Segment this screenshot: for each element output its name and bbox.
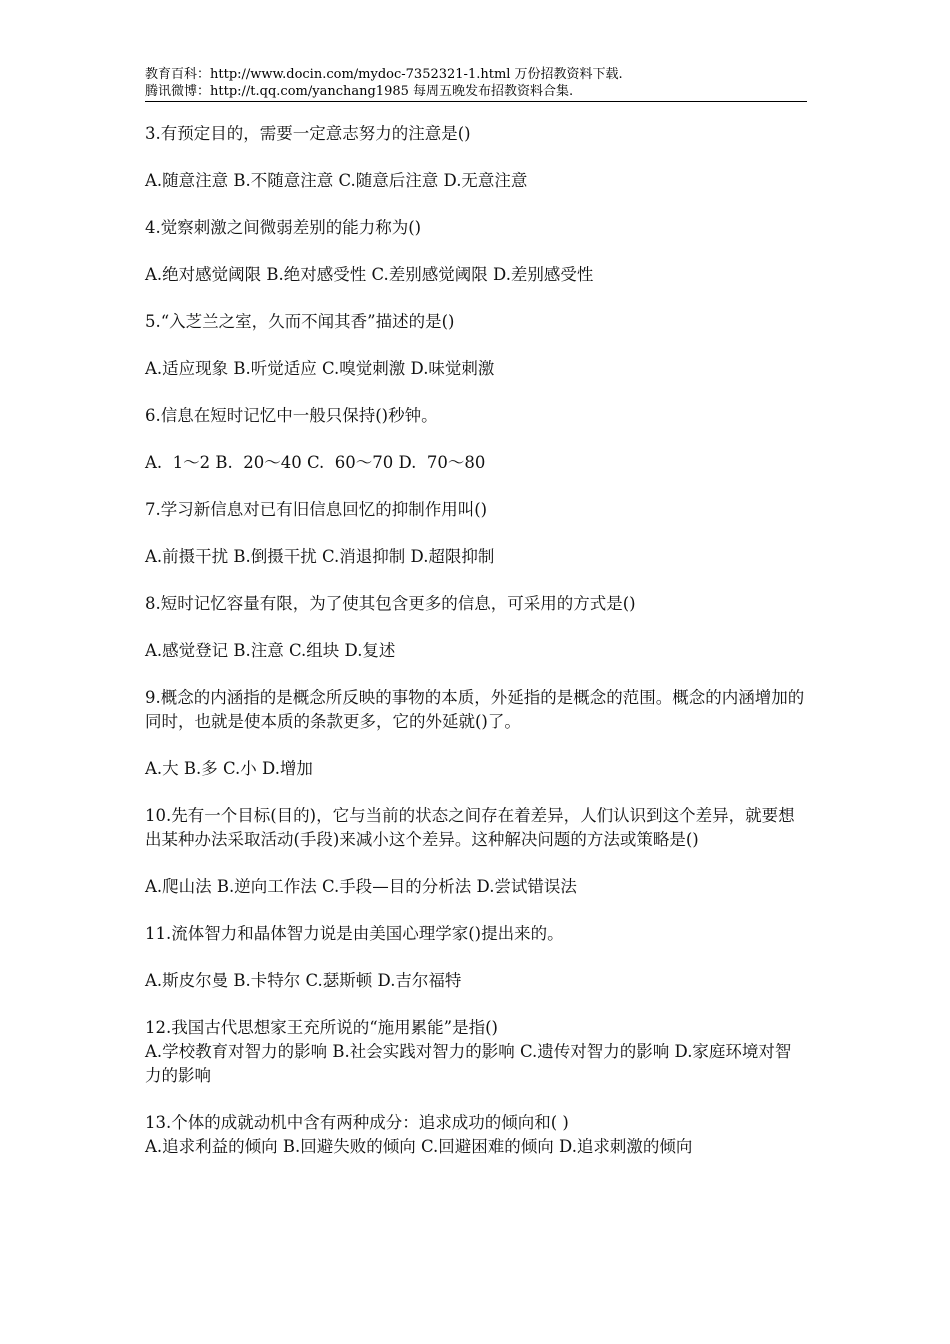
q9-options: A.大 B.多 C.小 D.增加 [145, 759, 313, 778]
q10-options: A.爬山法 B.逆向工作法 C.手段—目的分析法 D.尝试错误法 [145, 877, 577, 896]
q5-options: A.适应现象 B.听觉适应 C.嗅觉刺激 D.味觉刺激 [145, 359, 495, 378]
q6-options: A. 1～2 B. 20～40 C. 60～70 D. 70～80 [145, 453, 486, 472]
q12-options: A.学校教育对智力的影响 B.社会实践对智力的影响 C.遗传对智力的影响 D.家庭环境对智力的影响 [145, 1042, 792, 1085]
page-header [145, 66, 807, 102]
q12-stem: 12.我国古代思想家王充所说的“施用累能”是指() [145, 1018, 498, 1037]
header-line-1: 教育百科：http://www.docin.com/mydoc-7352321-1.html 万份招教资料下载. [145, 67, 623, 82]
q13-stem: 13.个体的成就动机中含有两种成分：追求成功的倾向和( ) [145, 1113, 569, 1132]
q4-stem: 4.觉察刺激之间微弱差别的能力称为() [145, 218, 422, 237]
q11-options: A.斯皮尔曼 B.卡特尔 C.瑟斯顿 D.吉尔福特 [145, 971, 462, 990]
q8-stem: 8.短时记忆容量有限，为了使其包含更多的信息，可采用的方式是() [145, 594, 636, 613]
q5-stem: 5.“入芝兰之室，久而不闻其香”描述的是() [145, 312, 455, 331]
q10-stem: 10.先有一个目标(目的)，它与当前的状态之间存在着差异，人们认识到这个差异，就要想出某种办法采取活动(手段)来减小这个差异。这种解决问题的方法或策略是() [145, 806, 795, 849]
q3-options: A.随意注意 B.不随意注意 C.随意后注意 D.无意注意 [145, 171, 528, 190]
q8-options: A.感觉登记 B.注意 C.组块 D.复述 [145, 641, 396, 660]
q6-stem: 6.信息在短时记忆中一般只保持()秒钟。 [145, 406, 438, 425]
q9-stem: 9.概念的内涵指的是概念所反映的事物的本质，外延指的是概念的范围。概念的内涵增加的同时，也就是使本质的条款更多，它的外延就()了。 [145, 688, 805, 731]
q13-options: A.追求利益的倾向 B.回避失败的倾向 C.回避困难的倾向 D.追求刺激的倾向 [145, 1137, 693, 1156]
q11-stem: 11.流体智力和晶体智力说是由美国心理学家()提出来的。 [145, 924, 564, 943]
q7-options: A.前摄干扰 B.倒摄干扰 C.消退抑制 D.超限抑制 [145, 547, 495, 566]
q4-options: A.绝对感觉阈限 B.绝对感受性 C.差别感觉阈限 D.差别感受性 [145, 265, 594, 284]
q3-stem: 3.有预定目的，需要一定意志努力的注意是() [145, 124, 471, 143]
question-list [145, 122, 807, 1159]
header-line-2: 腾讯微博：http://t.qq.com/yanchang1985 每周五晚发布招教资料合集. [145, 84, 574, 99]
q7-stem: 7.学习新信息对已有旧信息回忆的抑制作用叫() [145, 500, 488, 519]
